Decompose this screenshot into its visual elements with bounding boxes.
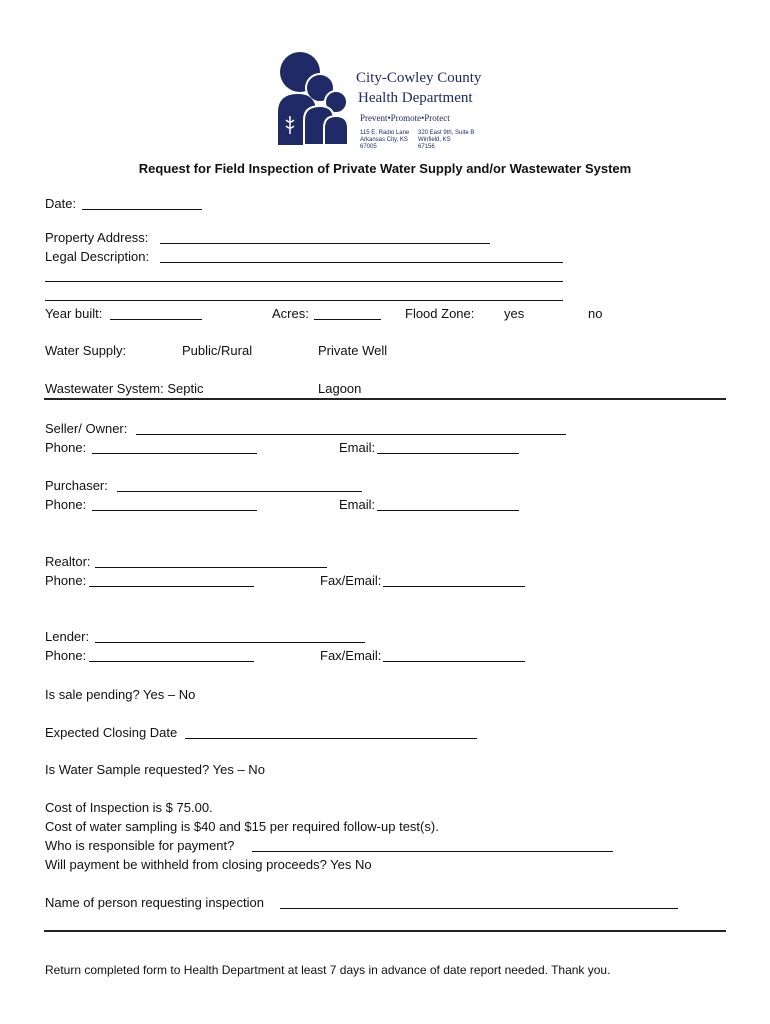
seller-email-field[interactable] — [377, 453, 519, 454]
payment-responsible-field[interactable] — [252, 851, 613, 852]
realtor-field[interactable] — [95, 567, 327, 568]
acres-label: Acres: — [272, 306, 309, 321]
seller-email-label: Email: — [339, 440, 376, 455]
water-supply-label: Water Supply: — [45, 343, 127, 358]
legal-description-line-3[interactable] — [45, 300, 563, 301]
lender-label: Lender: — [45, 629, 90, 644]
lender-field[interactable] — [95, 642, 365, 643]
realtor-phone-field[interactable] — [89, 586, 254, 587]
name-requesting-field[interactable] — [280, 908, 678, 909]
lender-phone-label: Phone: — [45, 648, 87, 663]
cost-sampling-text: Cost of water sampling is $40 and $15 per required follow-up test(s). — [45, 819, 439, 834]
logo-name-line1: City-Cowley County — [356, 70, 482, 86]
section-divider-top — [44, 398, 726, 400]
cost-inspection-text: Cost of Inspection is $ 75.00. — [45, 800, 213, 815]
expected-closing-label: Expected Closing Date — [45, 725, 178, 740]
realtor-fax-email-label: Fax/Email: — [320, 573, 382, 588]
date-field[interactable] — [82, 209, 202, 210]
sale-pending-question[interactable]: Is sale pending? Yes – No — [45, 687, 196, 702]
realtor-label: Realtor: — [45, 554, 91, 569]
property-address-label: Property Address: — [45, 230, 149, 245]
seller-owner-field[interactable] — [136, 434, 566, 435]
wastewater-system-label: Wastewater System: Septic — [45, 381, 204, 396]
seller-phone-label: Phone: — [45, 440, 87, 455]
expected-closing-field[interactable] — [185, 738, 477, 739]
purchaser-label: Purchaser: — [45, 478, 108, 493]
seller-owner-label: Seller/ Owner: — [45, 421, 128, 436]
date-label: Date: — [45, 196, 77, 211]
legal-description-line-2[interactable] — [45, 281, 563, 282]
footer-instructions: Return completed form to Health Department at least 7 days in advance of date report needed. Thank you. — [45, 963, 611, 977]
legal-description-label: Legal Description: — [45, 249, 150, 264]
family-silhouette-icon — [276, 50, 356, 145]
payment-responsible-label: Who is responsible for payment? — [45, 838, 235, 853]
public-rural-option[interactable]: Public/Rural — [182, 343, 253, 358]
flood-zone-no-option[interactable]: no — [588, 306, 603, 321]
form-title: Request for Field Inspection of Private Water Supply and/or Wastewater System — [138, 161, 632, 176]
flood-zone-yes-option[interactable]: yes — [504, 306, 525, 321]
logo-tagline: Prevent•Promote•Protect — [360, 113, 450, 123]
purchaser-phone-label: Phone: — [45, 497, 87, 512]
logo-address-right: 320 East 9th, Suite B Winfield, KS 67156 — [418, 130, 475, 150]
lender-fax-email-label: Fax/Email: — [320, 648, 382, 663]
realtor-fax-email-field[interactable] — [383, 586, 525, 587]
year-built-label: Year built: — [45, 306, 103, 321]
lender-fax-email-field[interactable] — [383, 661, 525, 662]
water-sample-question[interactable]: Is Water Sample requested? Yes – No — [45, 762, 265, 777]
logo-address-left: 115 E. Radio Lane Arkansas City, KS 67005 — [360, 130, 410, 150]
name-requesting-label: Name of person requesting inspection — [45, 895, 264, 910]
section-divider-bottom — [44, 930, 726, 932]
legal-description-field[interactable] — [160, 262, 563, 263]
realtor-phone-label: Phone: — [45, 573, 87, 588]
acres-field[interactable] — [314, 319, 381, 320]
private-well-option[interactable]: Private Well — [318, 343, 388, 358]
seller-phone-field[interactable] — [92, 453, 257, 454]
lender-phone-field[interactable] — [89, 661, 254, 662]
lagoon-option[interactable]: Lagoon — [318, 381, 362, 396]
purchaser-phone-field[interactable] — [92, 510, 257, 511]
year-built-field[interactable] — [110, 319, 202, 320]
logo-name-line2: Health Department — [358, 90, 473, 106]
purchaser-email-label: Email: — [339, 497, 376, 512]
property-address-field[interactable] — [160, 243, 490, 244]
purchaser-email-field[interactable] — [377, 510, 519, 511]
purchaser-field[interactable] — [117, 491, 362, 492]
health-department-logo — [276, 50, 486, 150]
payment-withheld-question[interactable]: Will payment be withheld from closing proceeds? Yes No — [45, 857, 372, 872]
flood-zone-label: Flood Zone: — [405, 306, 475, 321]
